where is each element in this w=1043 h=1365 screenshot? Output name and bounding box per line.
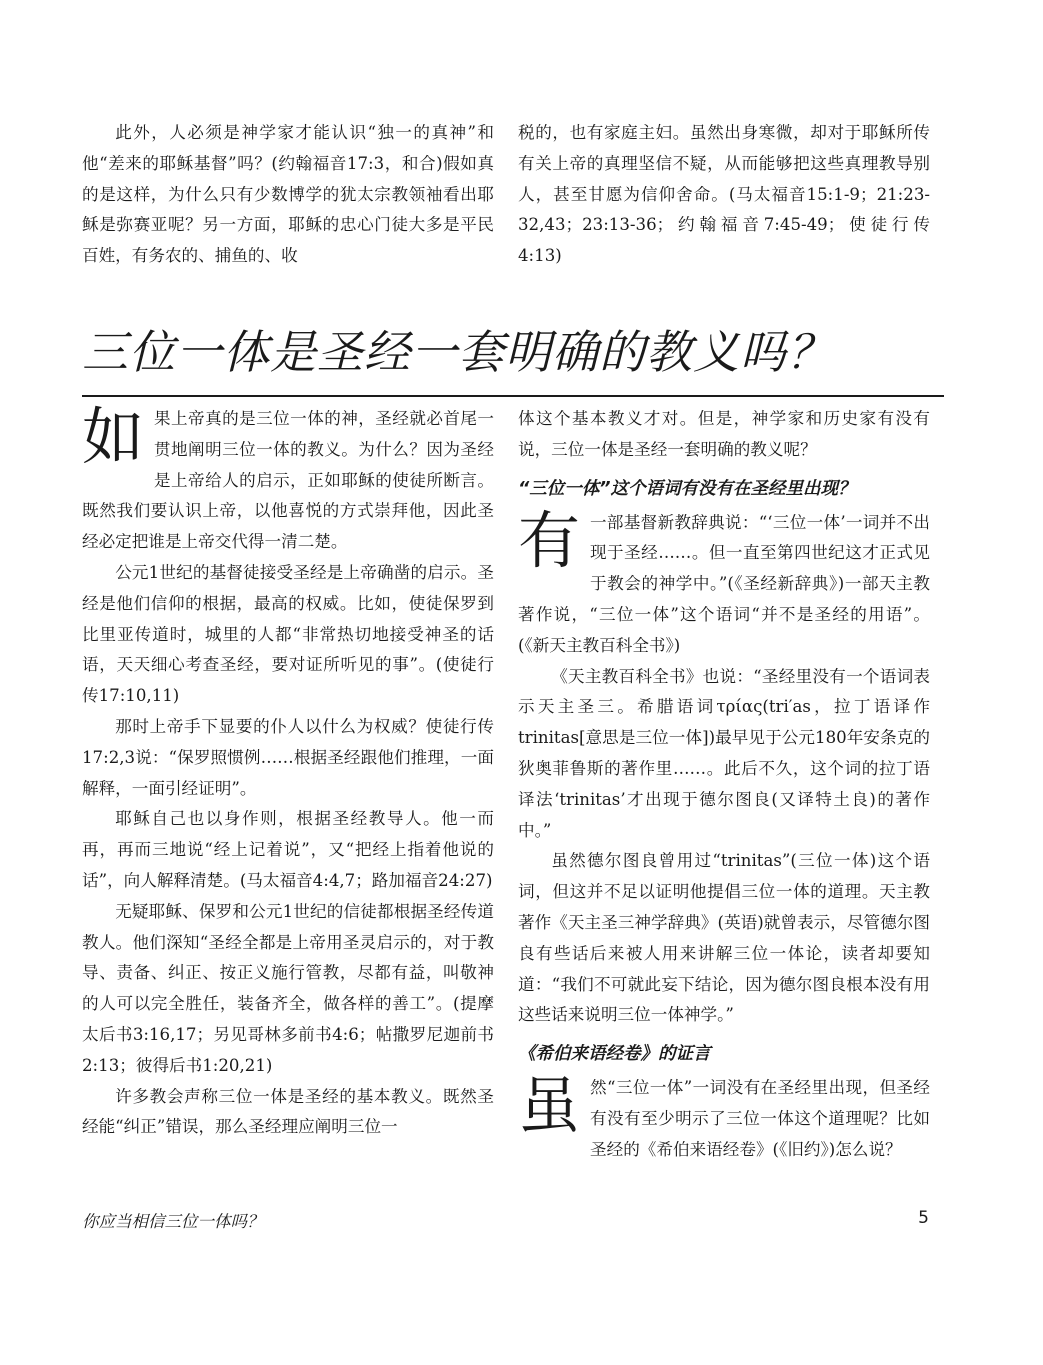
paragraph: 公元1世纪的基督徒接受圣经是上帝确凿的启示。圣经是他们信仰的根据，最高的权威。比如，使徒保罗到比里亚传道时，城里的人都“非常热切地接受神圣的话语，天天细心考查圣经，要对证所听见的事”。(使徒行传17:10,11) bbox=[82, 562, 494, 706]
article-title: 三位一体是圣经一套明确的教义吗？ bbox=[82, 325, 834, 379]
top-left-column bbox=[82, 118, 494, 272]
paragraph: 《天主教百科全书》也说：“圣经里没有一个语词表示天主圣三。希腊语词τρίας(tri′as，拉丁语译作trinitas[意思是三位一体])最早见于公元180年安条克的狄奥菲鲁斯的著作里……。此后不久，这个词的拉丁语译法‘trinitas’才出现于德尔图良(又译特土良)的著作中。” bbox=[518, 666, 930, 840]
paragraph bbox=[518, 503, 930, 662]
page-number: 5 bbox=[918, 1208, 929, 1228]
subheading: 《希伯来语经卷》的证言 bbox=[518, 1044, 711, 1065]
title-divider bbox=[82, 395, 944, 397]
top-right-column bbox=[518, 118, 930, 272]
drop-cap: 有 bbox=[518, 503, 581, 577]
paragraph: 那时上帝手下显要的仆人以什么为权威？使徒行传17:2,3说：“保罗照惯例……根据圣经跟他们推理，一面解释，一面引经证明”。 bbox=[82, 716, 494, 798]
drop-cap: 如 bbox=[82, 400, 145, 473]
paragraph-text: 一部基督新教辞典说：“‘三位一体’一词并不出现于圣经……。但一直至第四世纪这才正式见于教会的神学中。”(《圣经新辞典》)一部天主教著作说，“三位一体”这个语词“并不是圣经的用语”。(《新天主教百科全书》) bbox=[518, 512, 930, 655]
footer-title: 你应当相信三位一体吗？ bbox=[82, 1212, 264, 1231]
drop-cap: 虽 bbox=[518, 1069, 581, 1143]
paragraph: 许多教会声称三位一体是圣经的基本教义。既然圣经能“纠正”错误，那么圣经理应阐明三位一 bbox=[82, 1086, 494, 1137]
paragraph-text: 果上帝真的是三位一体的神，圣经就必首尾一贯地阐明三位一体的教义。为什么？因为圣经是上帝给人的启示，正如耶稣的使徒所断言。既然我们要认识上帝，以他喜悦的方式崇拜他，因此圣经必定把谁是上帝交代得一清二楚。 bbox=[82, 409, 494, 552]
left-column bbox=[82, 400, 494, 1143]
paragraph: 虽然德尔图良曾用过“trinitas”(三位一体)这个语词，但这并不足以证明他提倡三位一体的道理。天主教著作《天主圣三神学辞典》(英语)就曾表示，尽管德尔图良有些话后来被人用来讲解三位一体论，读者却要知道：“我们不可就此妄下结论，因为德尔图良根本没有用这些话来说明三位一体神学。” bbox=[518, 851, 930, 1025]
paragraph bbox=[82, 400, 494, 558]
right-column bbox=[518, 404, 930, 1166]
paragraph bbox=[518, 1069, 930, 1165]
paragraph: 此外，人必须是神学家才能认识“独一的真神”和他“差来的耶稣基督”吗？(约翰福音17:3，和合)假如真的是这样，为什么只有少数博学的犹太宗教领袖看出耶稣是弥赛亚呢？另一方面，耶稣的忠心门徒大多是平民百姓，有务农的、捕鱼的、收 bbox=[82, 123, 494, 266]
paragraph: 体这个基本教义才对。但是，神学家和历史家有没有说，三位一体是圣经一套明确的教义呢？ bbox=[518, 409, 930, 459]
paragraph: 税的，也有家庭主妇。虽然出身寒微，却对于耶稣所传有关上帝的真理坚信不疑，从而能够把这些真理教导别人，甚至甘愿为信仰舍命。(马太福音15:1-9；21:23-32,43；23:13-36；约翰福音7:45-49；使徒行传4:13) bbox=[518, 123, 930, 266]
paragraph-text: 然“三位一体”一词没有在圣经里出现，但圣经有没有至少明示了三位一体这个道理呢？比如圣经的《希伯来语经卷》(《旧约》)怎么说？ bbox=[590, 1078, 930, 1159]
paragraph: 耶稣自己也以身作则，根据圣经教导人。他一而再，再而三地说“经上记着说”，又“把经上指着他说的话”，向人解释清楚。(马太福音4:4,7；路加福音24:27) bbox=[82, 809, 494, 890]
subheading: “三位一体”这个语词有没有在圣经里出现？ bbox=[518, 478, 856, 499]
paragraph: 无疑耶稣、保罗和公元1世纪的信徒都根据圣经传道教人。他们深知“圣经全都是上帝用圣灵启示的，对于教导、责备、纠正、按正义施行管教，尽都有益，叫敬神的人可以完全胜任，装备齐全，做各样的善工”。(提摩太后书3:16,17；另见哥林多前书4:6；帖撒罗尼迦前书2:13；彼得后书1:20,21) bbox=[82, 901, 494, 1075]
